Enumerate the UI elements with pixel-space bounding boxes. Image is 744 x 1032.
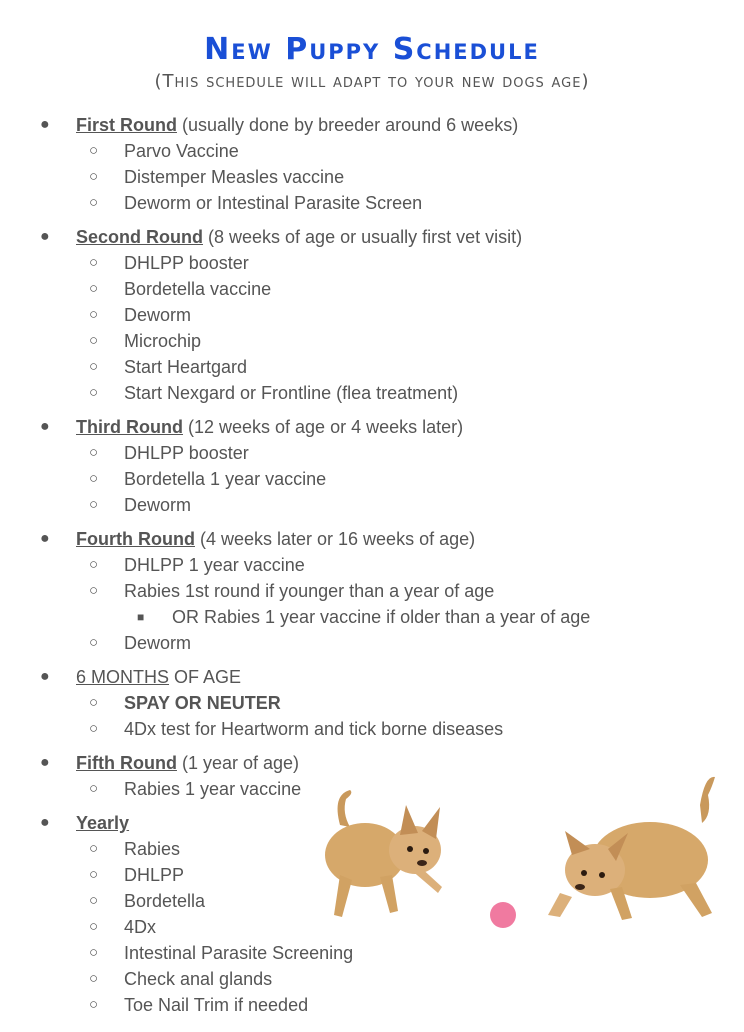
round-heading-text [76,750,299,776]
round-label: Fifth Round [76,753,177,773]
circle-bullet-icon: ○ [89,892,99,909]
list-item-text: DHLPP [124,865,185,885]
round-label: Second Round [76,227,203,247]
list-item-text: 4Dx test for Heartworm and tick borne diseases [124,719,504,739]
list-item-text: Intestinal Parasite Screening [124,943,354,963]
circle-bullet-icon: ○ [89,720,99,737]
bullet-icon: ● [40,228,50,245]
circle-bullet-icon: ○ [89,194,99,211]
list-item [0,492,744,518]
circle-bullet-icon: ○ [89,918,99,935]
schedule-round [0,414,744,518]
round-detail: (12 weeks of age or 4 weeks later) [182,417,464,437]
round-heading-text [76,526,475,552]
circle-bullet-icon: ○ [89,470,99,487]
list-item-text: Bordetella vaccine [124,279,272,299]
round-label: Fourth Round [76,529,195,549]
list-item [0,466,744,492]
round-detail: (4 weeks later or 16 weeks of age) [194,529,476,549]
bullet-icon: ● [40,754,50,771]
circle-bullet-icon: ○ [89,254,99,271]
round-heading [0,224,744,250]
list-item-text: Bordetella 1 year vaccine [124,469,327,489]
schedule-round [0,526,744,656]
list-item [0,552,744,578]
round-detail: (1 year of age) [176,753,300,773]
circle-bullet-icon: ○ [89,556,99,573]
bullet-icon: ● [40,530,50,547]
list-item [0,716,744,742]
circle-bullet-icon: ○ [89,970,99,987]
round-heading [0,414,744,440]
list-item [0,690,744,716]
circle-bullet-icon: ○ [89,358,99,375]
list-item-text: Rabies 1 year vaccine [124,779,302,799]
list-item [0,250,744,276]
list-item-text: Deworm [124,633,192,653]
circle-bullet-icon: ○ [89,496,99,513]
list-item-text: DHLPP booster [124,253,249,273]
round-heading [0,112,744,138]
list-item-text: Distemper Measles vaccine [124,167,345,187]
round-heading-text [76,810,129,836]
circle-bullet-icon: ○ [89,780,99,797]
list-item [0,302,744,328]
list-item [0,328,744,354]
list-item-text: Rabies [124,839,181,859]
list-item-text: Check anal glands [124,969,273,989]
circle-bullet-icon: ○ [89,840,99,857]
list-item-text: SPAY OR NEUTER [124,693,281,713]
bullet-icon: ● [40,668,50,685]
square-bullet-icon: ■ [137,610,145,624]
puppies-illustration [310,765,730,930]
circle-bullet-icon: ○ [89,142,99,159]
list-item-text: Microchip [124,331,202,351]
list-item-text: Start Nexgard or Frontline (flea treatment) [124,383,459,403]
bullet-icon: ● [40,418,50,435]
round-heading-text [76,112,518,138]
list-item-text: Rabies 1st round if younger than a year of age [124,581,495,601]
list-item-text: 4Dx [124,917,157,937]
list-item [0,380,744,406]
list-item-text: Start Heartgard [124,357,248,377]
bullet-icon: ● [40,814,50,831]
circle-bullet-icon: ○ [89,866,99,883]
round-heading-text [76,664,241,690]
schedule-round [0,664,744,742]
round-heading-text [76,224,522,250]
circle-bullet-icon: ○ [89,694,99,711]
list-item [0,190,744,216]
page-subtitle: (This schedule will adapt to your new dogs age) [154,71,590,92]
list-item [0,164,744,190]
list-item [0,578,744,604]
list-item-text: DHLPP 1 year vaccine [124,555,305,575]
left-puppy-image [325,790,442,917]
circle-bullet-icon: ○ [89,306,99,323]
round-heading [0,526,744,552]
bullet-icon: ● [40,116,50,133]
circle-bullet-icon: ○ [89,384,99,401]
sub-list-item [0,604,744,630]
list-item-text: Bordetella [124,891,206,911]
round-label: First Round [76,115,177,135]
list-item [0,992,744,1018]
list-item [0,354,744,380]
round-label: Third Round [76,417,183,437]
list-item [0,440,744,466]
list-item-text: DHLPP booster [124,443,249,463]
circle-bullet-icon: ○ [89,280,99,297]
list-item-text: Parvo Vaccine [124,141,239,161]
round-detail: (8 weeks of age or usually first vet visit) [203,227,523,247]
round-detail: (usually done by breeder around 6 weeks) [177,115,519,135]
list-item [0,940,744,966]
circle-bullet-icon: ○ [89,444,99,461]
round-label: 6 MONTHS [76,667,170,687]
round-heading-text [76,414,463,440]
list-item [0,276,744,302]
circle-bullet-icon: ○ [89,582,99,599]
schedule-round [0,112,744,216]
sub-list-item-text: OR Rabies 1 year vaccine if older than a year of age [172,607,591,627]
circle-bullet-icon: ○ [89,332,99,349]
right-puppy-image [548,777,715,920]
list-item-text: Deworm [124,495,192,515]
list-item-text: Deworm or Intestinal Parasite Screen [124,193,423,213]
list-item-text: Deworm [124,305,192,325]
circle-bullet-icon: ○ [89,996,99,1013]
round-detail: OF AGE [169,667,242,687]
list-item-text: Toe Nail Trim if needed [124,995,309,1015]
list-item [0,630,744,656]
circle-bullet-icon: ○ [89,944,99,961]
page-title: New Puppy Schedule [204,32,540,67]
list-item [0,966,744,992]
schedule-round [0,224,744,406]
round-label: Yearly [76,813,130,833]
round-heading [0,664,744,690]
circle-bullet-icon: ○ [89,634,99,651]
list-item [0,138,744,164]
pink-ball [490,902,516,928]
circle-bullet-icon: ○ [89,168,99,185]
